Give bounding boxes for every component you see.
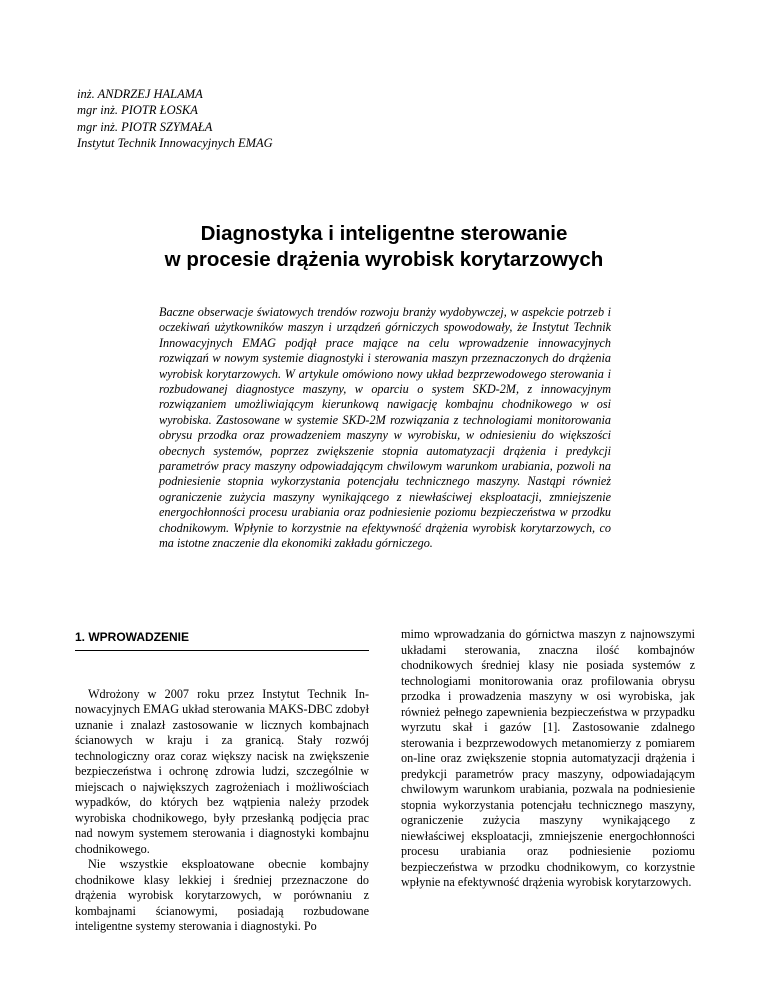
article-title [0, 221, 768, 273]
body-paragraph-2: Nie wszystkie eksploatowane obecnie kombajny chodnikowe klasy lekkiej i średniej przeznaczone do drążenia wyrobisk korytarzowych, w porównaniu z kombajnami ścianowymi, posiadają rozbudowane inteligentne systemy sterowania i diagnostyki. Po [75, 857, 369, 933]
author-2: mgr inż. PIOTR ŁOSKA [77, 103, 198, 118]
title-line-2: w procesie drążenia wyrobisk korytarzowych [164, 248, 604, 271]
author-affiliation: Instytut Technik Innowacyjnych EMAG [77, 135, 273, 150]
author-block [77, 86, 377, 151]
section-heading: 1. WPROWADZENIE [75, 624, 369, 651]
abstract: Baczne obserwacje światowych trendów rozwoju branży wydobywczej, w aspekcie potrzeb i oczekiwań użytkowników maszyn i urządzeń górniczych spowodowały, że Instytut Technik Innowacyjnych EMAG podjął prace mające na celu wprowadzenie innowacyjnych rozwiązań w nowym systemie diagnostyki i sterowania maszyn przeznaczonych do drążenia wyrobisk korytarzowych. W artykule omówiono nowy układ bezprzewodowego sterowania i rozbudowanej diagnostyce maszyny, w oparciu o system SKD-2M, z innowacyjnym rozwiązaniem umożliwiającym kierunkową nawigację kombajnu chodnikowego w osi wyrobiska. Zastosowane w systemie SKD-2M rozwiązania z technologiami monitorowania obrysu przodka oraz prowadzeniem maszyny w wyrobisku, w odniesieniu do większości obecnych systemów, poprzez zwiększenie stopnia automatyzacji drążenia i predykcji parametrów pracy maszyny odpowiadającym chwilowym warunkom urabiania, pozwoli na podniesienie stopnia wykorzystania potencjału technicznego maszyny. Nastąpi również ograniczenie zużycia maszyny wynikającego z niewłaściwej eksploatacji, zmniejszenie energochłonności procesu urabiania oraz podniesienie poziomu bezpieczeństwa w przodku chodnikowym. Wpłynie to korzystnie na efektywność drążenia wyrobisk korytarzowych, co ma istotne znaczenie dla ekonomiki zakładu górniczego. [159, 305, 611, 551]
body-paragraph-1: Wdrożony w 2007 roku przez Instytut Technik Innowacyjnych EMAG układ sterowania MAKS-DBC zdobył uznanie i znalazł zastosowanie w licznych kombajnach ścianowych w kraju i za granicą. Stały rozwój technologiczny oraz coraz większy nacisk na zwiększenie bezpieczeństwa i ochronę zdrowia ludzi, szczególnie w miejscach o największych zagrożeniach i możliwościach wypadków, do których bez wątpienia należy przodek wyrobiska chodnikowego, były przesłanką podjęcia prac nad nowym systemem sterowania i diagnostyki kombajnu chodnikowego. [75, 686, 369, 856]
title-line-1: Diagnostyka i inteligentne sterowanie [200, 222, 568, 245]
right-column [401, 627, 695, 891]
author-3: mgr inż. PIOTR SZYMAŁA [77, 119, 213, 134]
left-column [75, 624, 369, 935]
body-paragraph-3: mimo wprowadzania do górnictwa maszyn z najnowszymi układami sterowania, znaczna ilość kombajnów chodnikowych średniej klasy nie posiada systemów z technologiami monitorowania oraz profilowania obrysu przodka i prowadzenia maszyny w osi wyrobiska, jak również pełnego zapewnienia bezpieczeństwa w przypadku wyrzutu skał i gazów [1]. Zastosowanie zdalnego sterowania i bezprzewodowych metanomierzy z pomiarem on-line oraz zwiększenie stopnia automatyzacji drążenia i predykcji parametrów pracy maszyny, odpowiadającym chwilowym warunkom urabiania, pozwala na podniesienie stopnia wykorzystania potencjału technicznego maszyny, ograniczenie zużycia maszyny wynikającego z niewłaściwej eksploatacji, zmniejszenie energochłonności procesu urabiania oraz podniesienie poziomu bezpieczeństwa w przodku chodnikowym, co korzystnie wpłynie na efektywność drążenia wyrobisk korytarzowych. [401, 627, 695, 889]
author-1: inż. ANDRZEJ HALAMA [77, 87, 203, 101]
